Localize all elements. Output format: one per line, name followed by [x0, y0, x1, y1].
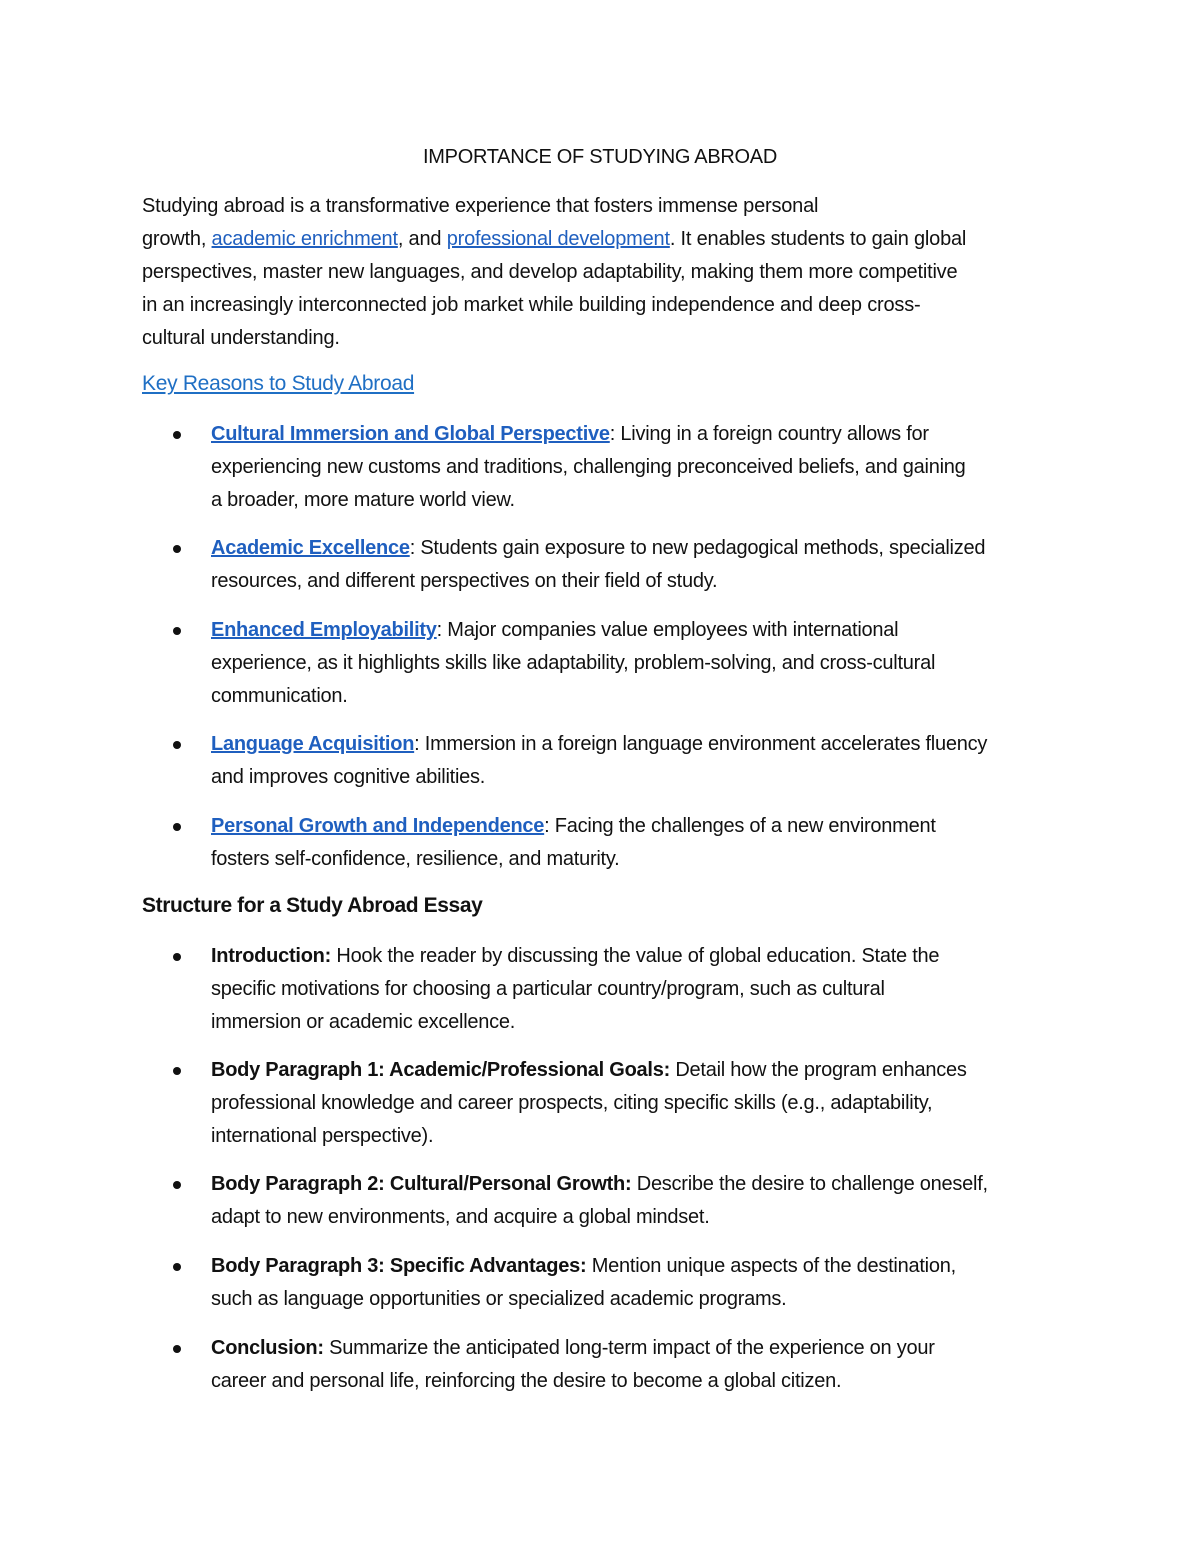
list-item-line: career and personal life, reinforcing the desire to become a global citizen.: [211, 1370, 842, 1392]
list-item-line: [211, 532, 1071, 565]
list-item-line: immersion or academic excellence.: [211, 1011, 516, 1033]
list-item-line: fosters self-confidence, resilience, and maturity.: [211, 848, 620, 870]
bullet-icon: [173, 1181, 181, 1189]
list-item-line: and improves cognitive abilities.: [211, 766, 486, 788]
intro-paragraph: [142, 190, 1062, 355]
list-item-line: communication.: [211, 685, 348, 707]
list-item-line: [211, 1054, 1071, 1087]
key-reasons-heading: [142, 368, 414, 400]
list-item-desc: : Students gain exposure to new pedagogical methods, specialized: [409, 537, 986, 559]
list-item-line: [211, 810, 1071, 843]
list-item-text: [211, 1168, 1071, 1234]
intro-line: Studying abroad is a transformative experience that fosters immense personal: [142, 195, 819, 217]
list-item-line: international perspective).: [211, 1125, 434, 1147]
list-item-text: [211, 1250, 1071, 1316]
bullet-icon: [173, 1345, 181, 1353]
intro-text: growth,: [142, 228, 212, 250]
list-item-desc: : Immersion in a foreign language environment accelerates fluency: [414, 733, 988, 755]
bullet-icon: [173, 627, 181, 635]
personal-growth-link[interactable]: Personal Growth and Independence: [211, 815, 545, 837]
academic-enrichment-link[interactable]: academic enrichment: [211, 228, 398, 250]
list-item-desc: Describe the desire to challenge oneself,: [631, 1173, 988, 1195]
intro-line: cultural understanding.: [142, 327, 340, 349]
list-item-text: [211, 810, 1071, 876]
list-item-line: experience, as it highlights skills like adaptability, problem-solving, and cross-cultural: [211, 652, 936, 674]
structure-heading: Structure for a Study Abroad Essay: [142, 894, 483, 917]
list-item-line: adapt to new environments, and acquire a global mindset.: [211, 1206, 710, 1228]
language-acquisition-link[interactable]: Language Acquisition: [211, 733, 415, 755]
academic-excellence-link[interactable]: Academic Excellence: [211, 537, 410, 559]
professional-development-link[interactable]: professional development: [446, 228, 670, 250]
list-item-desc: Hook the reader by discussing the value of global education. State the: [331, 945, 940, 967]
list-item-line: [211, 614, 1071, 647]
list-item-text: [211, 728, 1071, 794]
list-item-text: [211, 940, 1071, 1039]
list-item-text: [211, 532, 1071, 598]
intro-text: , and: [397, 228, 447, 250]
list-item-line: specific motivations for choosing a particular country/program, such as cultural: [211, 978, 885, 1000]
document-title: IMPORTANCE OF STUDYING ABROAD: [423, 146, 777, 168]
intro-line: perspectives, master new languages, and develop adaptability, making them more competitive: [142, 261, 958, 283]
intro-line: [142, 223, 1062, 256]
list-item-line: experiencing new customs and traditions, challenging preconceived beliefs, and gaining: [211, 456, 966, 478]
list-item-term: Conclusion:: [211, 1337, 324, 1359]
list-item-desc: Detail how the program enhances: [670, 1059, 967, 1081]
bullet-icon: [173, 1067, 181, 1075]
list-item-line: [211, 1250, 1071, 1283]
list-item-desc: Mention unique aspects of the destination,: [586, 1255, 956, 1277]
list-item-line: [211, 418, 1071, 451]
intro-line: in an increasingly interconnected job market while building independence and deep cross-: [142, 294, 921, 316]
list-item-line: [211, 1168, 1071, 1201]
bullet-icon: [173, 545, 181, 553]
cultural-immersion-link[interactable]: Cultural Immersion and Global Perspective: [211, 423, 610, 445]
list-item-text: [211, 1332, 1071, 1398]
bullet-icon: [173, 953, 181, 961]
list-item-line: professional knowledge and career prospects, citing specific skills (e.g., adaptability,: [211, 1092, 933, 1114]
list-item-term: Introduction:: [211, 945, 332, 967]
intro-text: . It enables students to gain global: [669, 228, 967, 250]
list-item-desc: Summarize the anticipated long-term impact of the experience on your: [323, 1337, 935, 1359]
list-item-desc: : Living in a foreign country allows for: [609, 423, 929, 445]
list-item-desc: : Major companies value employees with international: [436, 619, 899, 641]
bullet-icon: [173, 1263, 181, 1271]
list-item-text: [211, 418, 1071, 517]
list-item-line: [211, 940, 1071, 973]
list-item-text: [211, 614, 1071, 713]
list-item-line: resources, and different perspectives on their field of study.: [211, 570, 718, 592]
enhanced-employability-link[interactable]: Enhanced Employability: [211, 619, 437, 641]
list-item-line: such as language opportunities or specialized academic programs.: [211, 1288, 787, 1310]
list-item-line: a broader, more mature world view.: [211, 489, 515, 511]
list-item-term: Body Paragraph 3: Specific Advantages:: [211, 1255, 587, 1277]
list-item-line: [211, 728, 1071, 761]
list-item-term: Body Paragraph 1: Academic/Professional Goals:: [211, 1059, 671, 1081]
list-item-term: Body Paragraph 2: Cultural/Personal Growth:: [211, 1173, 632, 1195]
key-reasons-heading-link[interactable]: Key Reasons to Study Abroad: [142, 372, 415, 395]
list-item-text: [211, 1054, 1071, 1153]
list-item-desc: : Facing the challenges of a new environment: [544, 815, 936, 837]
bullet-icon: [173, 823, 181, 831]
bullet-icon: [173, 431, 181, 439]
bullet-icon: [173, 741, 181, 749]
list-item-line: [211, 1332, 1071, 1365]
